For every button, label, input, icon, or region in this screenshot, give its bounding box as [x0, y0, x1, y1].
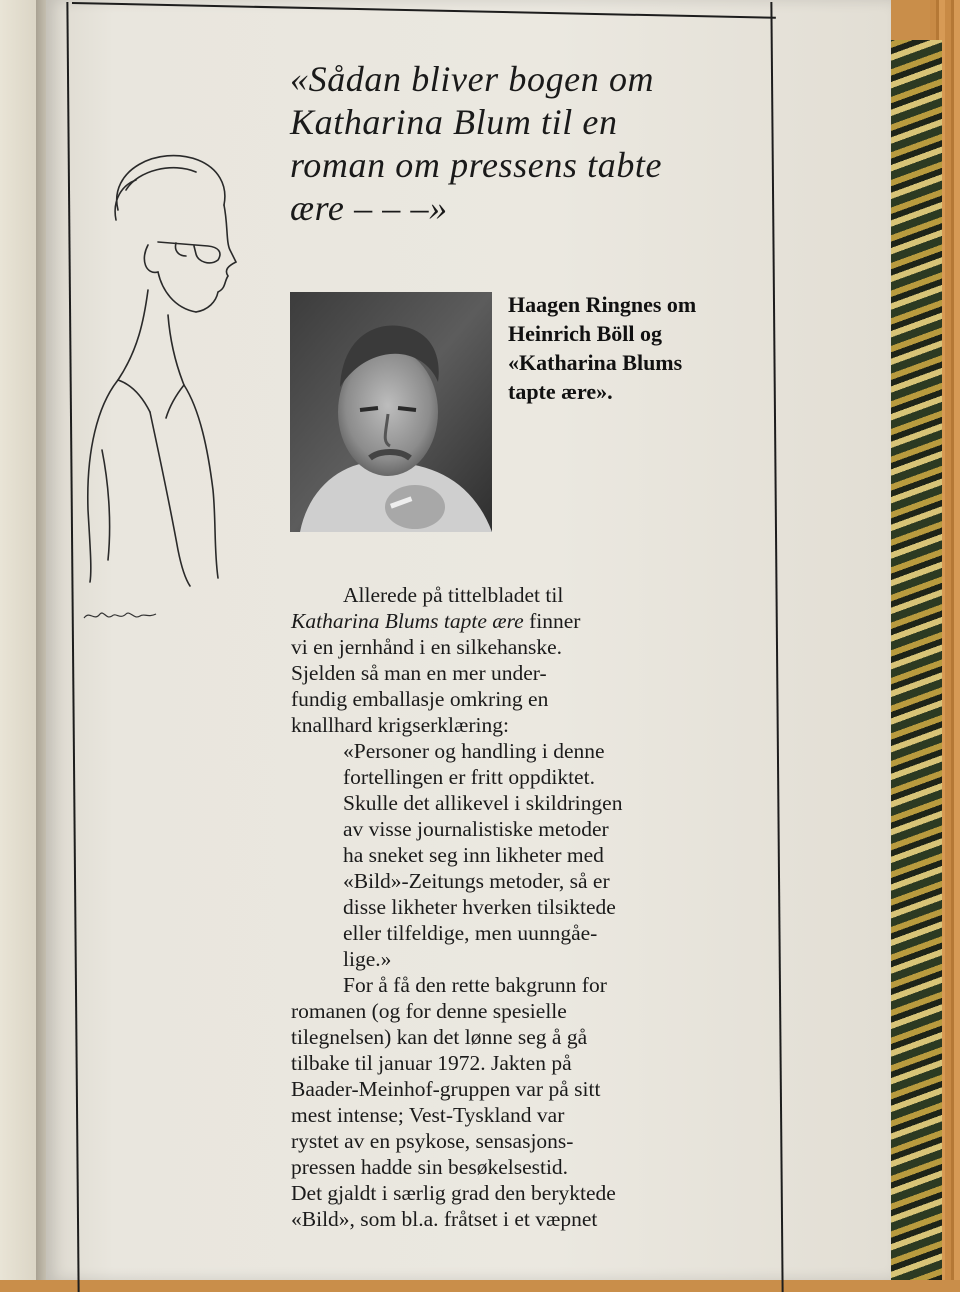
pull-quote-line: roman om pressens tabte [290, 145, 663, 185]
body-line: Det gjaldt i særlig grad den beryktede [291, 1181, 616, 1205]
caption-line: Haagen Ringnes om [508, 292, 697, 317]
caption-line: tapte ære». [508, 379, 613, 404]
body-line: pressen hadde sin besøkelsestid. [291, 1155, 569, 1179]
caption-line: «Katharina Blums [508, 350, 683, 375]
body-line: tilegnelsen) kan det lønne seg å gå [291, 1025, 588, 1049]
caption-line: Heinrich Böll og [508, 321, 662, 346]
quoted-line: «Personer og handling i denne [343, 739, 605, 763]
body-line: Sjelden så man en mer under- [291, 661, 547, 685]
body-line: romanen (og for denne spesielle [291, 999, 567, 1023]
author-portrait-photo [290, 292, 492, 532]
quoted-line: lige.» [343, 947, 392, 971]
body-line: fundig emballasje omkring en [291, 687, 549, 711]
body-line: vi en jernhånd i en silkehanske. [291, 635, 563, 659]
pull-quote-line: «Sådan bliver bogen om [290, 59, 655, 99]
quoted-line: disse likheter hverken tilsiktede [343, 895, 616, 919]
body-line: «Bild», som bl.a. fråtset i et væpnet [291, 1207, 598, 1231]
body-line: rystet av en psykose, sensasjons- [291, 1129, 574, 1153]
pull-quote [290, 58, 730, 230]
caricature-drawing [78, 150, 248, 590]
book-title-italic: Katharina Blums tapte ære [291, 609, 524, 633]
quoted-line: ha sneket seg inn likheter med [343, 843, 604, 867]
quoted-line: fortellingen er fritt oppdiktet. [343, 765, 595, 789]
quoted-line: eller tilfeldige, men uunngåe- [343, 921, 598, 945]
body-line [291, 608, 731, 634]
quoted-line: «Bild»-Zeitungs metoder, så er [343, 869, 610, 893]
quoted-line: av visse journalistiske metoder [343, 817, 609, 841]
body-line: For å få den rette bakgrunn for [343, 973, 607, 997]
photo-caption [508, 290, 758, 406]
artist-signature [82, 604, 162, 626]
body-line: Baader-Meinhof-gruppen var på sitt [291, 1077, 601, 1101]
body-line: Allerede på tittelbladet til [343, 583, 564, 607]
body-line: mest intense; Vest-Tyskland var [291, 1103, 565, 1127]
body-line: knallhard krigserklæring: [291, 713, 509, 737]
article-body [291, 582, 731, 1232]
pull-quote-line: Katharina Blum til en [290, 102, 618, 142]
body-line: tilbake til januar 1972. Jakten på [291, 1051, 572, 1075]
body-line-rest: finner [523, 609, 581, 633]
quoted-line: Skulle det allikevel i skildringen [343, 791, 623, 815]
pull-quote-line: ære – – –» [290, 188, 448, 228]
